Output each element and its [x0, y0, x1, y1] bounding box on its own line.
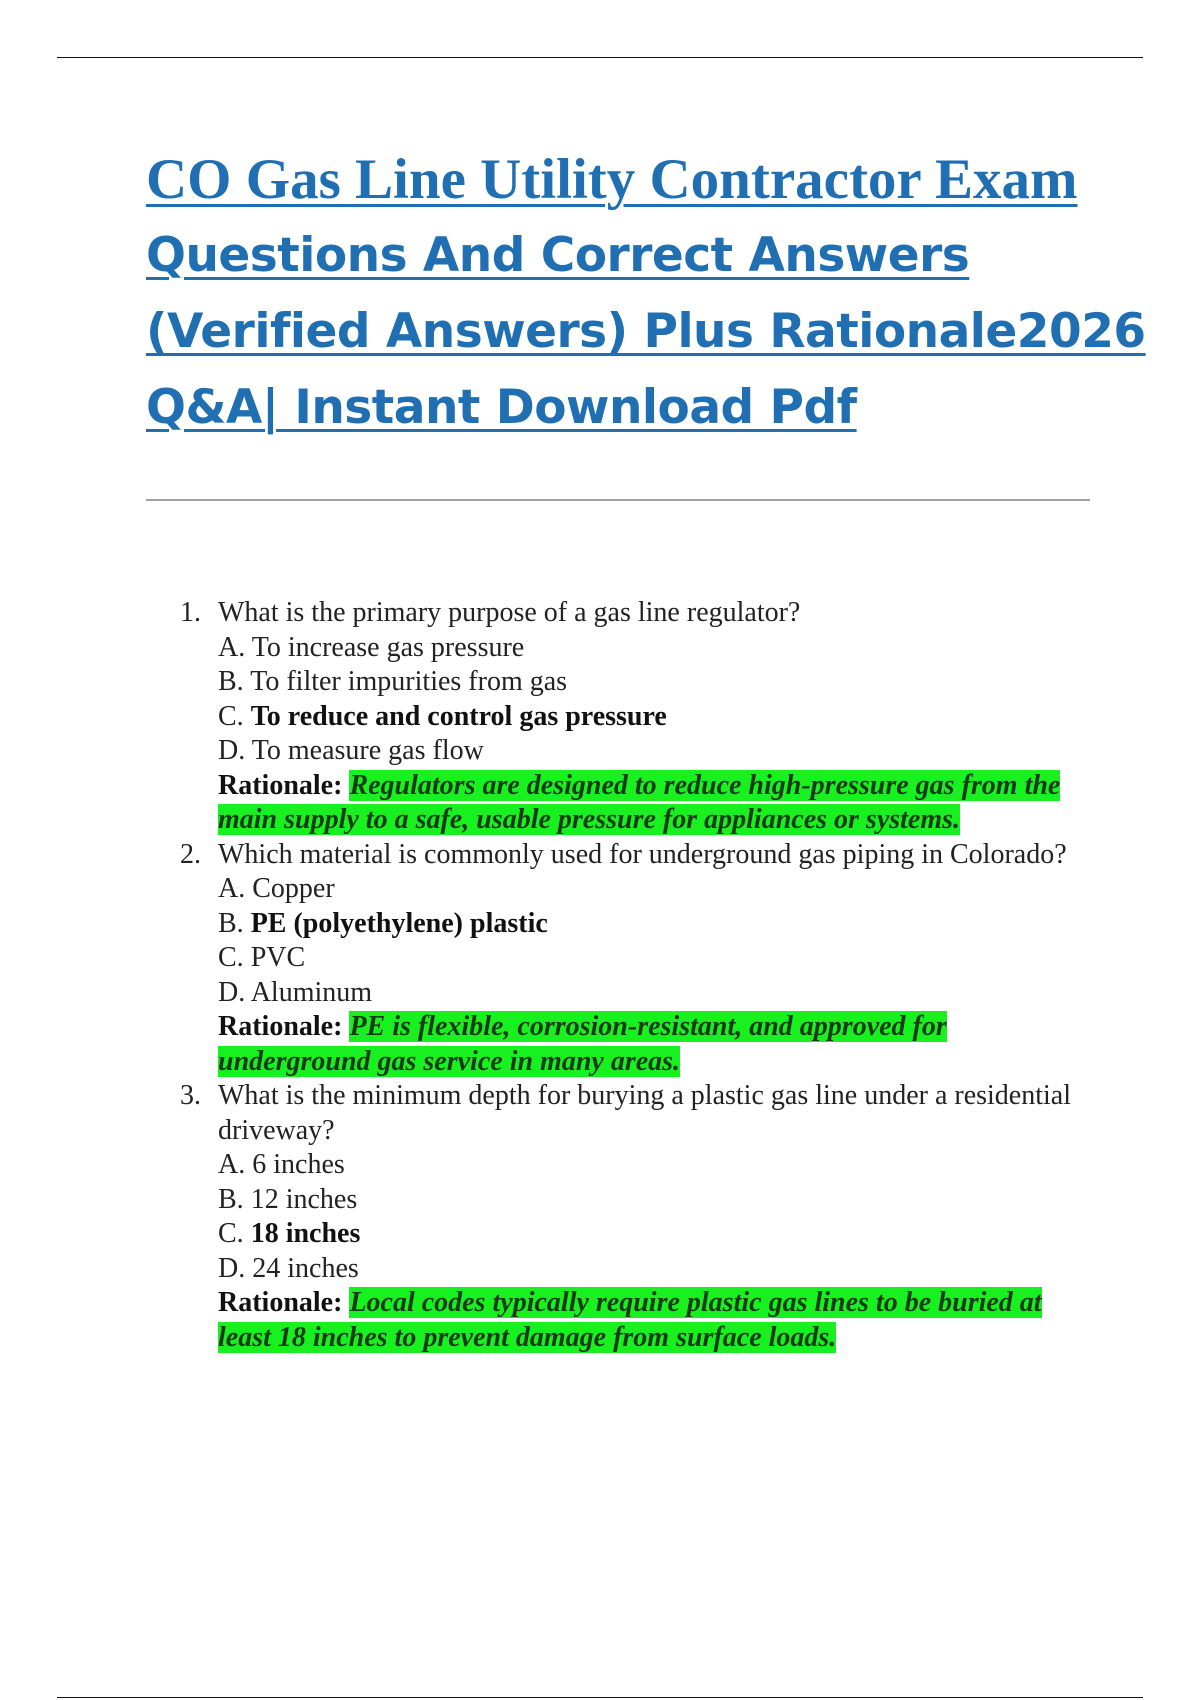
- answer-option: D. To measure gas flow: [218, 735, 484, 766]
- question-number: 2.: [180, 838, 201, 870]
- rationale-label: Rationale:: [218, 1011, 343, 1042]
- answer-option: B. 12 inches: [218, 1183, 358, 1215]
- answer-option: A. Copper: [218, 873, 335, 904]
- title-line-3: (Verified Answers) Plus Rationale2026: [146, 304, 1146, 359]
- rationale: [218, 1010, 1100, 1079]
- rationale-text: PE is flexible, corrosion-resistant, and approved for underground gas service in many areas.: [218, 1011, 947, 1077]
- answer-option: D. 24 inches: [218, 1252, 359, 1284]
- question-list: [180, 596, 1100, 1355]
- answer-option: D. Aluminum: [218, 976, 373, 1008]
- question-item: [180, 596, 1100, 838]
- rationale: [218, 1286, 1100, 1355]
- rationale-text: Regulators are designed to reduce high-pressure gas from the main supply to a safe, usable pressure for appliances or systems.: [218, 769, 1061, 835]
- answer-option: A. 6 inches: [218, 1149, 345, 1180]
- rationale-text: Local codes typically require plastic gas lines to be buried at least 18 inches to prevent damage from surface loads.: [218, 1287, 1042, 1353]
- title-line-4: Q&A| Instant Download Pdf: [146, 380, 857, 435]
- question-item: [180, 1079, 1100, 1355]
- question-text: What is the primary purpose of a gas line regulator?: [218, 597, 801, 628]
- title-line-1: CO Gas Line Utility Contractor Exam: [146, 148, 1078, 211]
- answer-option-correct: B. PE (polyethylene) plastic: [218, 907, 548, 939]
- answer-option: B. To filter impurities from gas: [218, 666, 568, 697]
- rationale: [218, 769, 1100, 838]
- answer-option-correct: C. 18 inches: [218, 1218, 361, 1249]
- rationale-label: Rationale:: [218, 769, 343, 801]
- answer-option: A. To increase gas pressure: [218, 631, 525, 663]
- question-text: Which material is commonly used for underground gas piping in Colorado?: [218, 838, 1067, 870]
- top-rule: [57, 57, 1143, 58]
- document-title: [146, 142, 1146, 446]
- section-divider: [146, 499, 1090, 501]
- answer-option: C. PVC: [218, 942, 306, 973]
- question-number: 1.: [180, 597, 201, 628]
- rationale-label: Rationale:: [218, 1287, 343, 1318]
- bottom-rule: [57, 1697, 1143, 1698]
- answer-option-correct: C. To reduce and control gas pressure: [218, 700, 667, 732]
- title-line-2: Questions And Correct Answers: [146, 228, 970, 283]
- question-text: What is the minimum depth for burying a plastic gas line under a residential driveway?: [218, 1080, 1072, 1146]
- question-number: 3.: [180, 1080, 201, 1111]
- question-item: [180, 838, 1100, 1080]
